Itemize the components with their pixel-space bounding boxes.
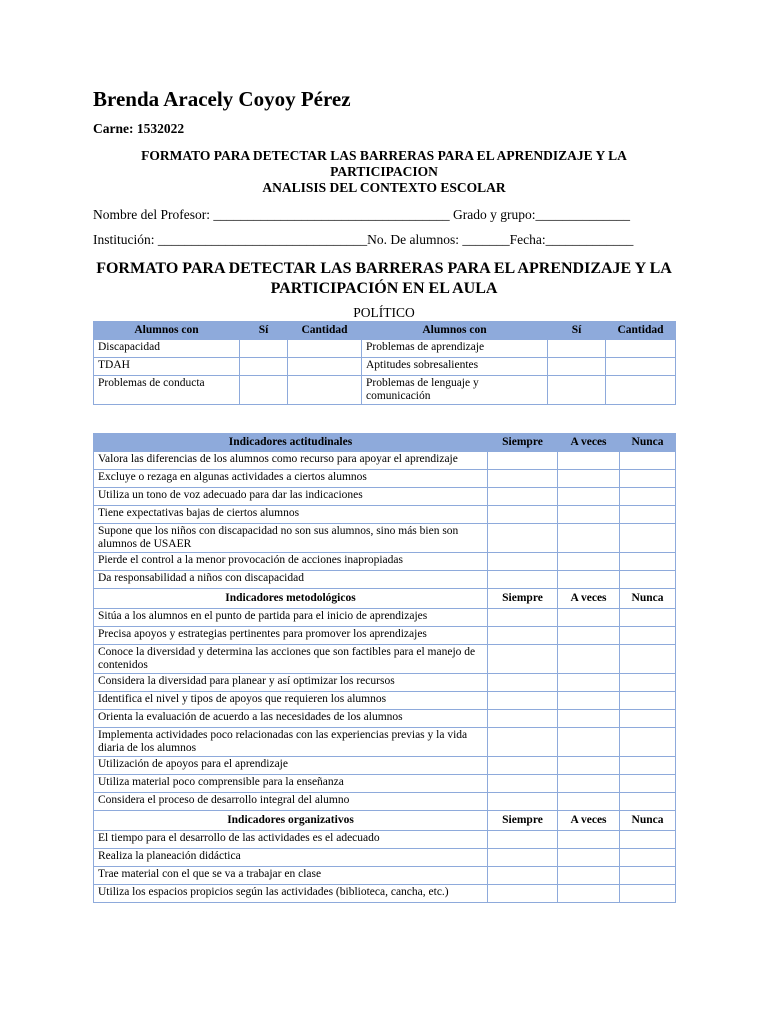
indicator-text: Trae material con el que se va a trabajar en clase [94,867,488,885]
cantidad-cell[interactable] [288,358,362,376]
profesor-grado-line [93,207,630,223]
nunca-cell[interactable] [620,645,676,674]
table-row [94,506,676,524]
siempre-cell[interactable] [488,553,558,571]
students-table [93,321,676,405]
nunca-cell[interactable] [620,553,676,571]
indicator-text: Pierde el control a la menor provocación de acciones inapropiadas [94,553,488,571]
fecha-label: Fecha: [509,232,546,247]
table-row [94,757,676,775]
indicators-table [93,433,676,903]
table-row [94,793,676,811]
a-veces-cell[interactable] [558,488,620,506]
siempre-cell[interactable] [488,524,558,553]
cantidad-cell[interactable] [606,358,676,376]
indicator-text: Realiza la planeación didáctica [94,849,488,867]
fecha-blank[interactable]: _____________ [545,232,634,247]
title-line-2: PARTICIPACION [330,164,438,179]
indicator-text: Supone que los niños con discapacidad no son sus alumnos, sino más bien son alumnos de USAER [94,524,488,553]
a-veces-cell[interactable] [558,452,620,470]
subtitle-line-2: PARTICIPACIÓN EN EL AULA [270,280,498,297]
students-table-header [94,322,676,340]
nunca-cell[interactable] [620,627,676,645]
header-si: Sí [548,322,606,340]
indicator-section-header [94,811,676,831]
student-condition: Aptitudes sobresalientes [362,358,548,376]
table-row [94,452,676,470]
siempre-cell[interactable] [488,609,558,627]
table-row [94,571,676,589]
section-title: Indicadores metodológicos [94,589,488,609]
a-veces-cell[interactable] [558,885,620,903]
table-row [94,645,676,674]
indicator-text: Implementa actividades poco relacionadas con las experiencias previas y la vida diaria de los alumnos [94,728,488,757]
student-condition: Problemas de conducta [94,376,240,405]
siempre-cell[interactable] [488,488,558,506]
cantidad-cell[interactable] [606,340,676,358]
table-row [94,867,676,885]
a-veces-cell[interactable] [558,506,620,524]
nunca-cell[interactable] [620,831,676,849]
profesor-label: Nombre del Profesor: [93,207,210,222]
table-row [94,692,676,710]
header-cantidad: Cantidad [606,322,676,340]
a-veces-cell[interactable] [558,674,620,692]
indicator-text: Conoce la diversidad y determina las acciones que son factibles para el manejo de contenidos [94,645,488,674]
student-condition: Problemas de aprendizaje [362,340,548,358]
nunca-cell[interactable] [620,849,676,867]
si-cell[interactable] [240,340,288,358]
table-row [94,849,676,867]
a-veces-cell[interactable] [558,692,620,710]
table-row [94,627,676,645]
nunca-cell[interactable] [620,524,676,553]
alumnos-label: No. De alumnos: [367,232,459,247]
nunca-cell[interactable] [620,692,676,710]
siempre-cell[interactable] [488,627,558,645]
grado-blank[interactable]: ______________ [535,207,630,222]
nunca-cell[interactable] [620,728,676,757]
table-row [94,340,676,358]
indicator-text: Sitúa a los alumnos en el punto de partida para el inicio de aprendizajes [94,609,488,627]
a-veces-cell[interactable] [558,609,620,627]
student-condition: Discapacidad [94,340,240,358]
siempre-cell[interactable] [488,710,558,728]
section-label: POLÍTICO [353,305,415,320]
indicator-text: Tiene expectativas bajas de ciertos alumnos [94,506,488,524]
siempre-cell[interactable] [488,867,558,885]
table-row [94,609,676,627]
a-veces-cell[interactable] [558,710,620,728]
indicator-text: Utiliza material poco comprensible para la enseñanza [94,775,488,793]
indicator-text: Utiliza un tono de voz adecuado para dar las indicaciones [94,488,488,506]
grado-label: Grado y grupo: [449,207,536,222]
indicator-text: Excluye o rezaga en algunas actividades a ciertos alumnos [94,470,488,488]
nunca-cell[interactable] [620,775,676,793]
siempre-cell[interactable] [488,728,558,757]
siempre-cell[interactable] [488,757,558,775]
indicator-text: Utilización de apoyos para el aprendizaje [94,757,488,775]
column-a-veces: A veces [558,811,620,831]
a-veces-cell[interactable] [558,849,620,867]
document-title [93,148,675,196]
indicator-text: Valora las diferencias de los alumnos como recurso para apoyar el aprendizaje [94,452,488,470]
siempre-cell[interactable] [488,452,558,470]
nunca-cell[interactable] [620,793,676,811]
nunca-cell[interactable] [620,757,676,775]
profesor-blank[interactable]: ___________________________________ [213,207,450,222]
indicator-text: Considera el proceso de desarrollo integral del alumno [94,793,488,811]
si-cell[interactable] [240,376,288,405]
table-row [94,710,676,728]
table-row [94,728,676,757]
header-alumnos-con: Alumnos con [362,322,548,340]
table-row [94,488,676,506]
nunca-cell[interactable] [620,571,676,589]
siempre-cell[interactable] [488,470,558,488]
siempre-cell[interactable] [488,674,558,692]
cantidad-cell[interactable] [606,376,676,405]
siempre-cell[interactable] [488,775,558,793]
institucion-blank[interactable]: _______________________________ [157,232,368,247]
a-veces-cell[interactable] [558,571,620,589]
column-siempre: Siempre [488,434,558,452]
indicator-text: Orienta la evaluación de acuerdo a las necesidades de los alumnos [94,710,488,728]
a-veces-cell[interactable] [558,867,620,885]
table-row [94,885,676,903]
author-name: Brenda Aracely Coyoy Pérez [93,87,351,111]
indicator-text: El tiempo para el desarrollo de las actividades es el adecuado [94,831,488,849]
nunca-cell[interactable] [620,470,676,488]
indicator-section-header [94,434,676,452]
column-a-veces: A veces [558,434,620,452]
column-nunca: Nunca [620,434,676,452]
nunca-cell[interactable] [620,506,676,524]
column-siempre: Siempre [488,811,558,831]
indicator-text: Utiliza los espacios propicios según las actividades (biblioteca, cancha, etc.) [94,885,488,903]
nunca-cell[interactable] [620,452,676,470]
institucion-line [93,232,633,248]
column-nunca: Nunca [620,811,676,831]
si-cell[interactable] [548,358,606,376]
section-title: Indicadores organizativos [94,811,488,831]
a-veces-cell[interactable] [558,627,620,645]
indicator-text: Considera la diversidad para planear y así optimizar los recursos [94,674,488,692]
section-title: Indicadores actitudinales [94,434,488,452]
indicator-text: Precisa apoyos y estrategias pertinentes para promover los aprendizajes [94,627,488,645]
nunca-cell[interactable] [620,885,676,903]
siempre-cell[interactable] [488,645,558,674]
table-row [94,674,676,692]
indicator-text: Identifica el nivel y tipos de apoyos que requieren los alumnos [94,692,488,710]
institucion-label: Institución: [93,232,155,247]
column-nunca: Nunca [620,589,676,609]
a-veces-cell[interactable] [558,524,620,553]
table-row [94,376,676,405]
a-veces-cell[interactable] [558,470,620,488]
cantidad-cell[interactable] [288,340,362,358]
nunca-cell[interactable] [620,867,676,885]
title-line-3: ANALISIS DEL CONTEXTO ESCOLAR [262,180,506,195]
siempre-cell[interactable] [488,831,558,849]
table-row [94,553,676,571]
a-veces-cell[interactable] [558,728,620,757]
table-row [94,470,676,488]
siempre-cell[interactable] [488,849,558,867]
subtitle-line-1: FORMATO PARA DETECTAR LAS BARRERAS PARA EL APRENDIZAJE Y LA [96,260,672,277]
siempre-cell[interactable] [488,506,558,524]
header-alumnos-con: Alumnos con [94,322,240,340]
table-row [94,524,676,553]
siempre-cell[interactable] [488,571,558,589]
header-cantidad: Cantidad [288,322,362,340]
si-cell[interactable] [548,340,606,358]
table-row [94,831,676,849]
cantidad-cell[interactable] [288,376,362,405]
si-cell[interactable] [240,358,288,376]
indicator-section-header [94,589,676,609]
carne-number: Carne: 1532022 [93,121,185,136]
nunca-cell[interactable] [620,609,676,627]
a-veces-cell[interactable] [558,831,620,849]
a-veces-cell[interactable] [558,793,620,811]
a-veces-cell[interactable] [558,553,620,571]
column-siempre: Siempre [488,589,558,609]
nunca-cell[interactable] [620,710,676,728]
indicator-text: Da responsabilidad a niños con discapacidad [94,571,488,589]
a-veces-cell[interactable] [558,645,620,674]
form-subtitle [93,259,675,299]
siempre-cell[interactable] [488,793,558,811]
student-condition: Problemas de lenguaje y comunicación [362,376,548,405]
siempre-cell[interactable] [488,885,558,903]
a-veces-cell[interactable] [558,775,620,793]
table-row [94,775,676,793]
table-row [94,358,676,376]
siempre-cell[interactable] [488,692,558,710]
student-condition: TDAH [94,358,240,376]
nunca-cell[interactable] [620,674,676,692]
alumnos-blank[interactable]: _______ [459,232,510,247]
nunca-cell[interactable] [620,488,676,506]
title-line-1: FORMATO PARA DETECTAR LAS BARRERAS PARA EL APRENDIZAJE Y LA [141,148,627,163]
a-veces-cell[interactable] [558,757,620,775]
column-a-veces: A veces [558,589,620,609]
header-si: Sí [240,322,288,340]
si-cell[interactable] [548,376,606,405]
